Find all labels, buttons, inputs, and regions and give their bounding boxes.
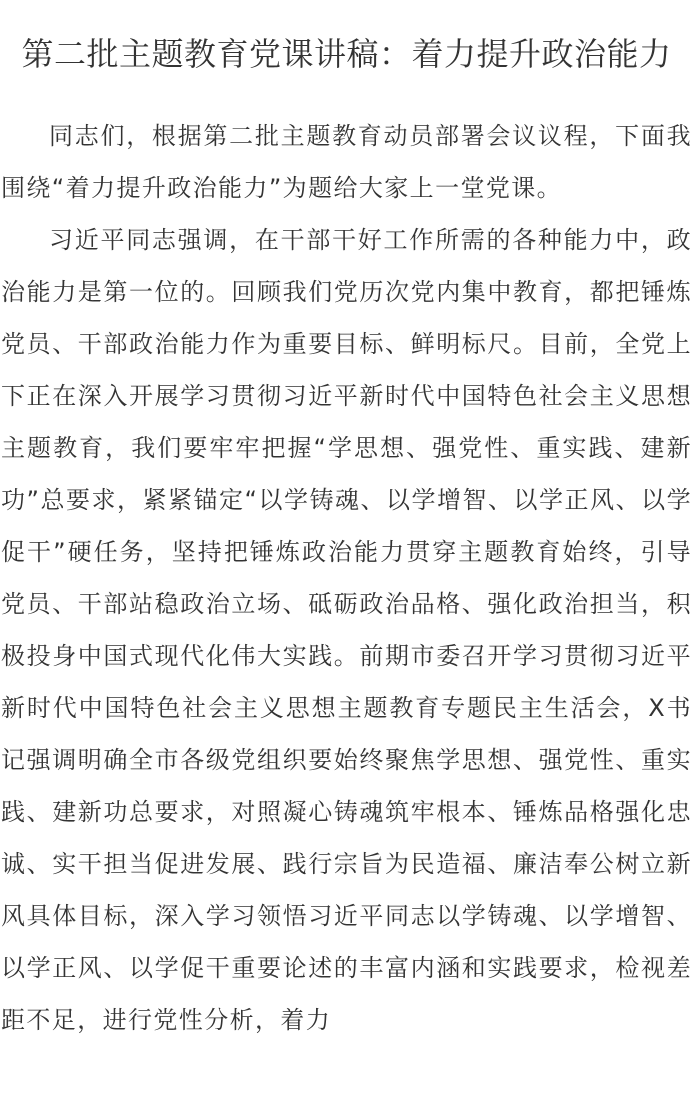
- article-title: 第二批主题教育党课讲稿：着力提升政治能力: [21, 35, 672, 73]
- article-paragraph-1: 同志们，根据第二批主题教育动员部署会议议程，下面我围绕“着力提升政治能力”为题给大家上一堂党课。: [1, 122, 692, 202]
- article-paragraph-2: 习近平同志强调，在干部干好工作所需的各种能力中，政治能力是第一位的。回顾我们党历次党内集中教育，都把锤炼党员、干部政治能力作为重要目标、鲜明标尺。目前，全党上下正在深入开展学习贯彻习近平新时代中国特色社会主义思想主题教育，我们要牢牢把握“学思想、强党性、重实践、建新功”总要求，紧紧锚定“以学铸魂、以学增智、以学正风、以学促干”硬任务，坚持把锤炼政治能力贯穿主题教育始终，引导党员、干部站稳政治立场、砥砺政治品格、强化政治担当，积极投身中国式现代化伟大实践。前期市委召开学习贯彻习近平新时代中国特色社会主义思想主题教育专题民主生活会，X书记强调明确全市各级党组织要始终聚焦学思想、强党性、重实践、建新功总要求，对照凝心铸魂筑牢根本、锤炼品格强化忠诚、实干担当促进发展、践行宗旨为民造福、廉洁奉公树立新风具体目标，深入学习领悟习近平同志以学铸魂、以学增智、以学正风、以学促干重要论述的丰富内涵和实践要求，检视差距不足，进行党性分析，着力: [1, 226, 692, 1034]
